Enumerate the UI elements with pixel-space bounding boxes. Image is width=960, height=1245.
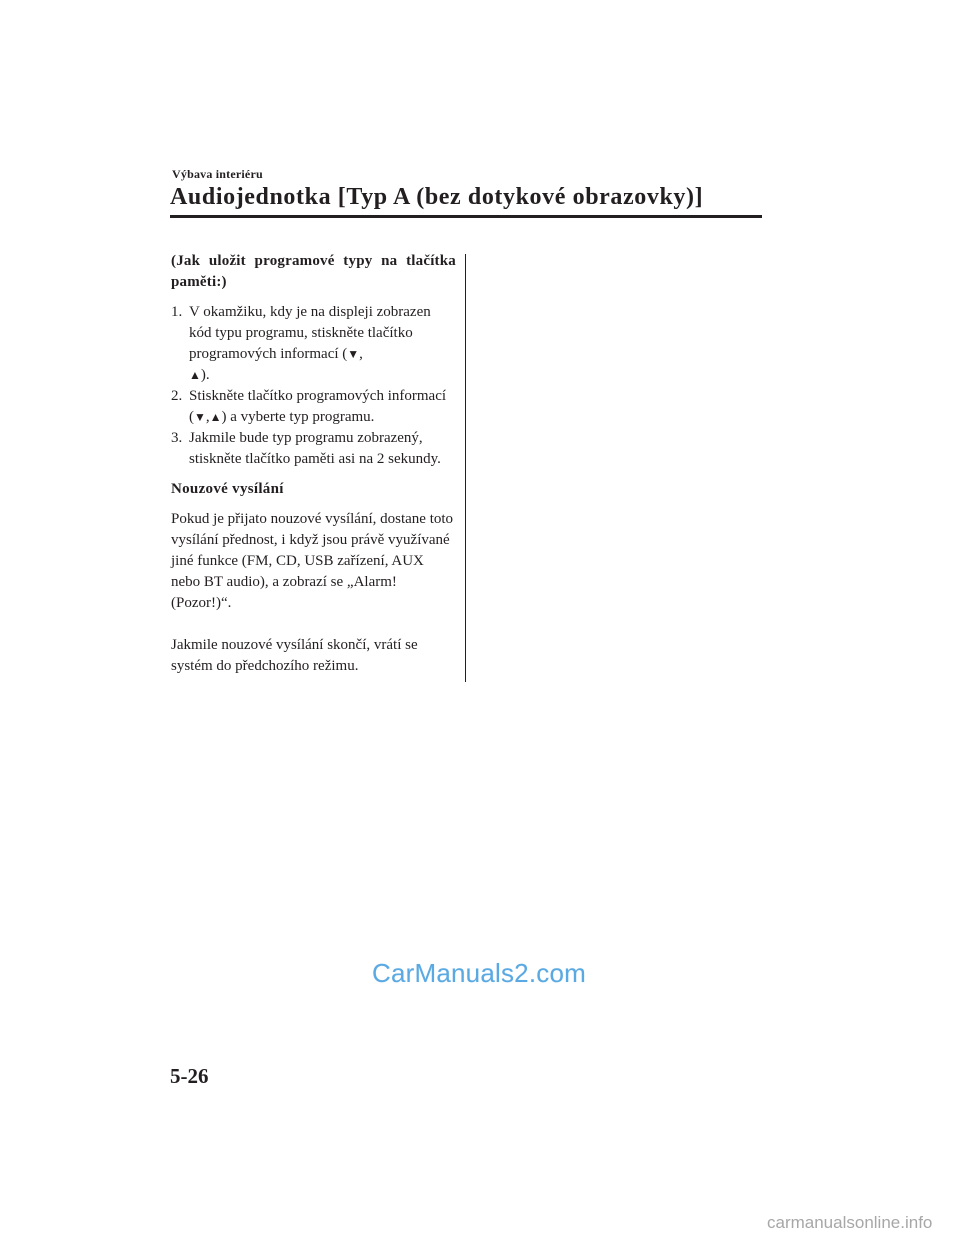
title-rule (170, 215, 762, 218)
preset-heading: (Jak uložit programové typy na tlačítka paměti:) (171, 253, 456, 290)
step-text: Stiskněte tlačítko programových informací ( (189, 388, 447, 425)
step-text-end: ) a vyberte typ programu. (221, 409, 375, 425)
emergency-heading: Nouzové vysílání (171, 481, 284, 497)
list-item (171, 428, 456, 470)
step-separator: , (359, 346, 363, 362)
emergency-paragraph: Pokud je přijato nouzové vysílání, dostane toto vysílání přednost, i když jsou právě využívané jiné funkce (FM, CD, USB zařízení, AUX nebo BT audio), a zobrazí se „Alarm! (Pozor!)“. (171, 511, 454, 611)
main-column (171, 251, 456, 677)
watermark-link[interactable]: CarManuals2.com (372, 958, 586, 988)
down-triangle-icon: ▼ (194, 410, 206, 424)
down-triangle-icon: ▼ (347, 347, 360, 361)
page-number: 5-26 (170, 1064, 209, 1088)
step-text-end: ). (200, 367, 210, 383)
list-item (171, 302, 456, 386)
step-number: 2. (171, 388, 183, 404)
list-item (171, 386, 456, 428)
step-list (171, 302, 456, 470)
step-number: 1. (171, 304, 183, 320)
up-triangle-icon: ▲ (209, 410, 222, 424)
step-separator: , (205, 409, 210, 425)
column-rule (465, 254, 466, 682)
emergency-end-paragraph: Jakmile nouzové vysílání skončí, vrátí se systém do předchozího režimu. (171, 637, 418, 674)
step-number: 3. (171, 430, 183, 446)
section-label: Výbava interiéru (172, 167, 263, 181)
step-text: Jakmile bude typ programu zobrazený, stiskněte tlačítko paměti asi na 2 sekundy. (189, 430, 441, 467)
up-triangle-icon: ▲ (189, 368, 201, 382)
footer-url-link[interactable]: carmanualsonline.info (767, 1213, 933, 1232)
page-title: Audiojednotka [Typ A (bez dotykové obrazovky)] (170, 184, 704, 210)
step-text: V okamžiku, kdy je na displeji zobrazen kód typu programu, stiskněte tlačítko programových informací ( (189, 304, 431, 362)
